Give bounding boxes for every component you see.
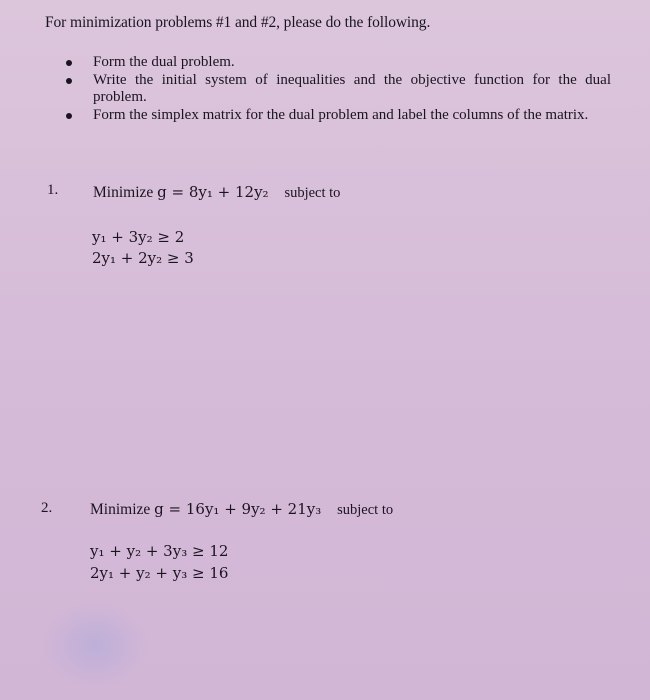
problem-1-constraint-2: 2y₁ + 2y₂ ≥ 3 xyxy=(92,249,194,267)
problem-2-constraint-1: y₁ + y₂ + 3y₃ ≥ 12 xyxy=(90,542,229,560)
bullet-icon xyxy=(66,113,72,119)
problem-1-number: 1. xyxy=(47,182,59,198)
problem-2-subject-to: subject to xyxy=(337,502,394,518)
problem-1-subject-to: subject to xyxy=(284,185,341,201)
lighting-smudge xyxy=(40,600,150,690)
instruction-item xyxy=(66,54,611,71)
instruction-text: Write the initial system of inequalities and the objective function for the dual problem. xyxy=(93,72,611,105)
instruction-text: Form the dual problem. xyxy=(93,54,235,70)
problem-1-verb: Minimize xyxy=(93,184,154,201)
instruction-text: Form the simplex matrix for the dual problem and label the columns of the matrix. xyxy=(93,107,589,123)
problem-1-objective: g = 8y₁ + 12y₂ xyxy=(157,183,269,201)
problem-2-statement xyxy=(90,500,393,519)
instructions-heading: For minimization problems #1 and #2, please do the following. xyxy=(45,14,431,31)
problem-2-number: 2. xyxy=(41,500,53,516)
problem-2-objective: g = 16y₁ + 9y₂ + 21y₃ xyxy=(154,500,322,518)
problem-2-constraint-2: 2y₁ + y₂ + y₃ ≥ 16 xyxy=(90,564,229,582)
problem-1-constraint-1: y₁ + 3y₂ ≥ 2 xyxy=(92,228,185,246)
problem-2-verb: Minimize xyxy=(90,501,151,518)
instruction-item xyxy=(66,107,611,124)
problem-1-statement xyxy=(93,183,340,202)
bullet-icon xyxy=(66,60,72,66)
instruction-item xyxy=(66,72,611,106)
instruction-list xyxy=(66,54,611,125)
bullet-icon xyxy=(66,78,72,84)
